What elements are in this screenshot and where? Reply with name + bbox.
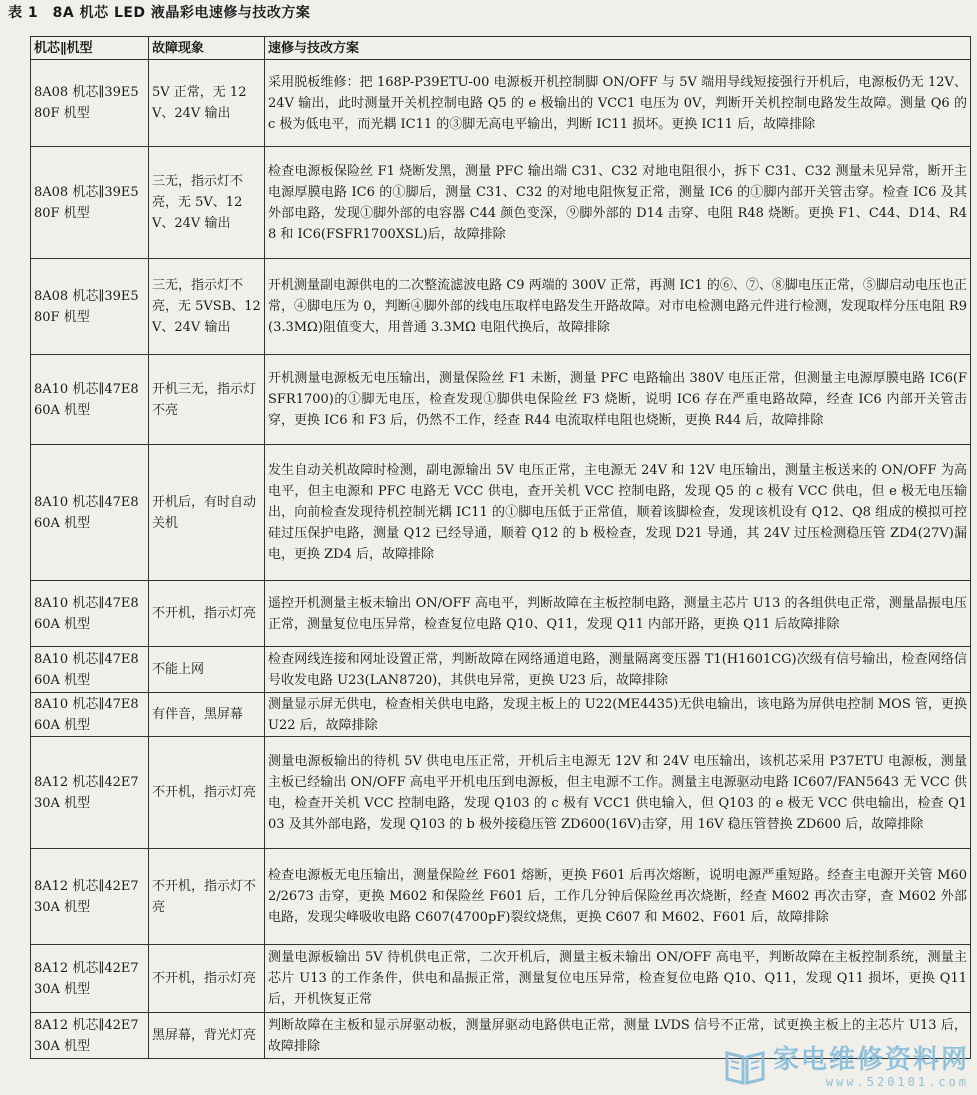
- book-logo-icon: [723, 1045, 767, 1089]
- header-solution: 速修与技改方案: [265, 37, 971, 60]
- cell-symptom: 有伴音，黑屏幕: [149, 693, 265, 737]
- watermark-url: www.520101.com: [825, 1075, 969, 1089]
- cell-solution: 开机测量电源板无电压输出，测量保险丝 F1 未断，测量 PFC 电路输出 380V 电压正常，但测量主电源厚膜电路 IC6(FSFR1700)的①脚无电压，检查发现①脚供电保险丝 F3 烧断，说明 IC6 存在严重电路故障，经查 IC6 内部开关管击穿，更换 IC6 和 F3 后，仍然不工作，经查 R44 电流取样电阻也烧断，更换 R44 后，故障排除: [265, 355, 971, 445]
- table-header-row: [31, 37, 971, 60]
- table-row: [31, 945, 971, 1013]
- cell-solution: 测量电源板输出 5V 待机供电正常，二次开机后，测量主板未输出 ON/OFF 高电平，判断故障在主板控制系统，测量主芯片 U13 的工作条件，供电和晶振正常，测量复位电压异常，检查复位电路 Q10、Q11，发现 Q11 损坏，更换 Q11 后，开机恢复正常: [265, 945, 971, 1013]
- watermark-text: 家电维修资料网: [772, 1045, 969, 1075]
- cell-model: 8A10 机芯∥47E860A 机型: [31, 445, 149, 581]
- cell-solution: 检查电源板保险丝 F1 烧断发黑，测量 PFC 输出端 C31、C32 对地电阻很小，拆下 C31、C32 测量未见异常，断开主电源厚膜电路 IC6 的①脚后，测量 C31、C32 的对地电阻恢复正常，测量 IC6 的①脚内部开关管击穿。检查 IC6 及其外部电路，发现①脚外部的电容器 C44 颜色变深，⑨脚外部的 D14 击穿、电阻 R48 烧断。更换 F1、C44、D14、R48 和 IC6(FSFR1700XSL)后，故障排除: [265, 147, 971, 259]
- cell-solution: 采用脱板维修：把 168P-P39ETU-00 电源板开机控制脚 ON/OFF 与 5V 端用导线短接强行开机后，电源板仍无 12V、24V 输出，此时测量开关机控制电路 Q5 的 e 极输出的 VCC1 电压为 0V，判断开关机控制电路发生故障。测量 Q6 的 c 极为低电平，而光耦 IC11 的③脚无高电平输出，判断 IC11 损坏。更换 IC11 后，故障排除: [265, 60, 971, 147]
- cell-solution: 测量显示屏无供电，检查相关供电电路，发现主板上的 U22(ME4435)无供电输出，该电路为屏供电控制 MOS 管，更换 U22 后，故障排除: [265, 693, 971, 737]
- cell-model: 8A08 机芯∥39E580F 机型: [31, 147, 149, 259]
- cell-symptom: 三无，指示灯不亮，无 5VSB、12V、24V 输出: [149, 259, 265, 355]
- table-row: [31, 647, 971, 693]
- cell-solution: 遥控开机测量主板未输出 ON/OFF 高电平，判断故障在主板控制电路，测量主芯片 U13 的各组供电正常，测量晶振电压正常，测量复位电压异常，检查复位电路 Q10、Q11，发现 Q11 内部开路，更换 Q11 后故障排除: [265, 581, 971, 647]
- cell-symptom: 黑屏幕，背光灯亮: [149, 1013, 265, 1059]
- table-row: [31, 737, 971, 849]
- cell-model: 8A10 机芯∥47E860A 机型: [31, 581, 149, 647]
- cell-solution: 检查网线连接和网址设置正常，判断故障在网络通道电路，测量隔离变压器 T1(H1601CG)次级有信号输出，检查网络信号收发电路 U23(LAN8720)，其供电异常，更换 U23 后，故障排除: [265, 647, 971, 693]
- site-watermark: [723, 1045, 969, 1089]
- cell-symptom: 不能上网: [149, 647, 265, 693]
- table-row: [31, 445, 971, 581]
- table-row: [31, 581, 971, 647]
- cell-symptom: 不开机，指示灯不亮: [149, 849, 265, 945]
- cell-model: 8A12 机芯∥42E730A 机型: [31, 849, 149, 945]
- cell-model: 8A10 机芯∥47E860A 机型: [31, 647, 149, 693]
- cell-model: 8A08 机芯∥39E580F 机型: [31, 259, 149, 355]
- cell-model: 8A10 机芯∥47E860A 机型: [31, 355, 149, 445]
- table-title: 表 1 8A 机芯 LED 液晶彩电速修与技改方案: [8, 5, 311, 21]
- cell-symptom: 不开机，指示灯亮: [149, 581, 265, 647]
- header-model: 机芯∥机型: [31, 37, 149, 60]
- cell-symptom: 5V 正常，无 12V、24V 输出: [149, 60, 265, 147]
- repair-table: [30, 36, 971, 1059]
- cell-symptom: 开机三无，指示灯不亮: [149, 355, 265, 445]
- table-row: [31, 259, 971, 355]
- cell-model: 8A12 机芯∥42E730A 机型: [31, 737, 149, 849]
- cell-model: 8A12 机芯∥42E730A 机型: [31, 1013, 149, 1059]
- cell-symptom: 三无，指示灯不亮，无 5V、12V、24V 输出: [149, 147, 265, 259]
- cell-model: 8A08 机芯∥39E580F 机型: [31, 60, 149, 147]
- table-row: [31, 147, 971, 259]
- cell-solution: 发生自动关机故障时检测，副电源输出 5V 电压正常，主电源无 24V 和 12V 电压输出，测量主板送来的 ON/OFF 为高电平，但主电源和 PFC 电路无 VCC 供电，查开关机 VCC 控制电路，发现 Q5 的 c 极有 VCC 供电，但 e 极无电压输出，向前检查发现待机控制光耦 IC11 的①脚电压低于正常值，顺着该脚检查，发现该机设有 Q12、Q8 组成的模拟可控硅过压保护电路，测量 Q12 已经导通，顺着 Q12 的 b 极检查，发现 D21 导通，其 24V 过压检测稳压管 ZD4(27V)漏电，更换 ZD4 后，故障排除: [265, 445, 971, 581]
- table-row: [31, 355, 971, 445]
- cell-model: 8A12 机芯∥42E730A 机型: [31, 945, 149, 1013]
- cell-symptom: 不开机，指示灯亮: [149, 945, 265, 1013]
- header-symptom: 故障现象: [149, 37, 265, 60]
- cell-solution: 判断故障在主板和显示屏驱动板，测量屏驱动电路供电正常，测量 LVDS 信号不正常，试更换主板上的主芯片 U13 后，故障排除: [265, 1013, 971, 1059]
- cell-symptom: 不开机，指示灯亮: [149, 737, 265, 849]
- cell-solution: 测量电源板输出的待机 5V 供电电压正常，开机后主电源无 12V 和 24V 电压输出，该机芯采用 P37ETU 电源板，测量主板已经输出 ON/OFF 高电平开机电压到电源板，但主电源不工作。测量主电源驱动电路 IC607/FAN5643 无 VCC 供电，检查开关机 VCC 控制电路，发现 Q103 的 c 极有 VCC1 供电输入，但 Q103 的 e 极无 VCC 供电输出，检查 Q103 及其外部电路，发现 Q103 的 b 极外接稳压管 ZD600(16V)击穿，用 16V 稳压管替换 ZD600 后，故障排除: [265, 737, 971, 849]
- table-row: [31, 693, 971, 737]
- cell-solution: 开机测量副电源供电的二次整流滤波电路 C9 两端的 300V 正常，再测 IC1 的⑥、⑦、⑧脚电压正常，⑤脚启动电压也正常，④脚电压为 0，判断④脚外部的线电压取样电路发生开路故障。对市电检测电路元件进行检测，发现取样分压电阻 R9(3.3MΩ)阻值变大，用普通 3.3MΩ 电阻代换后，故障排除: [265, 259, 971, 355]
- cell-symptom: 开机后，有时自动关机: [149, 445, 265, 581]
- cell-model: 8A10 机芯∥47E860A 机型: [31, 693, 149, 737]
- table-row: [31, 849, 971, 945]
- table-row: [31, 60, 971, 147]
- cell-solution: 检查电源板无电压输出，测量保险丝 F601 熔断，更换 F601 后再次熔断，说明电源严重短路。经查主电源开关管 M602/2673 击穿，更换 M602 和保险丝 F601 后，工作几分钟后保险丝再次烧断，经查 M602 再次击穿，查 M602 外部电路，发现尖峰吸收电路 C607(4700pF)裂纹烧焦，更换 C607 和 M602、F601 后，故障排除: [265, 849, 971, 945]
